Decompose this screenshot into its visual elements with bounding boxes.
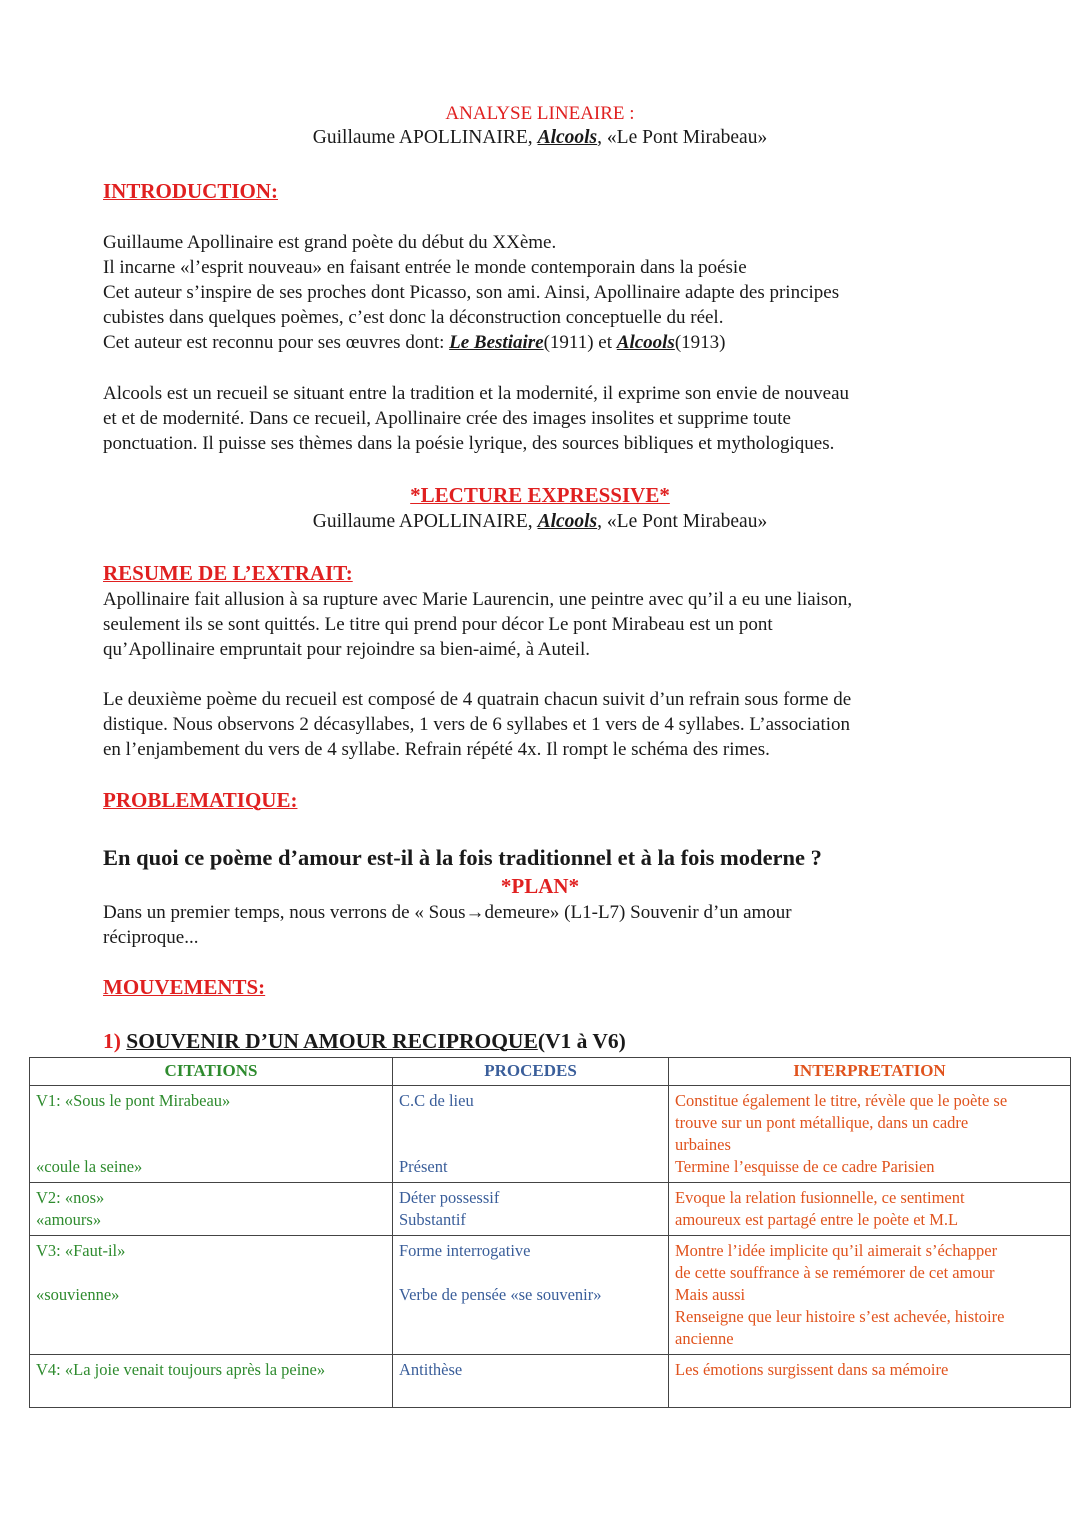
procede-cell-line: Substantif — [399, 1210, 466, 1229]
table-row — [30, 1236, 1071, 1355]
citation-cell-line — [36, 1306, 386, 1328]
interpretation-cell — [669, 1183, 1071, 1236]
section-title — [103, 1029, 626, 1054]
analysis-table — [29, 1057, 1071, 1408]
citation-cell-line — [36, 1328, 386, 1350]
citation-cell-line — [36, 1381, 386, 1403]
resume-paragraph — [103, 587, 973, 662]
resume-line: seulement ils se sont quittés. Le titre qui prend pour décor Le pont Mirabeau est un pont — [103, 614, 773, 635]
citation-cell-line: V3: «Faut-il» — [36, 1241, 126, 1260]
work-alcools: Alcools — [616, 332, 675, 353]
citation-cell-line — [36, 1112, 386, 1134]
table-row — [30, 1183, 1071, 1236]
interpretation-cell-line: Mais aussi — [675, 1285, 746, 1304]
section-number: 1) — [103, 1029, 127, 1053]
interpretation-cell-line: trouve sur un pont métallique, dans un cadre — [675, 1113, 969, 1132]
procede-cell-line: Déter possessif — [399, 1188, 500, 1207]
procede-cell-line — [399, 1328, 662, 1350]
interpretation-cell — [669, 1236, 1071, 1355]
citation-cell — [30, 1183, 393, 1236]
citation-cell-line: V1: «Sous le pont Mirabeau» — [36, 1091, 231, 1110]
intro-works-line — [103, 330, 973, 355]
intro-line: ponctuation. Il puisse ses thèmes dans la poésie lyrique, des sources bibliques et mythologiques. — [103, 433, 835, 454]
poem-text: , «Le Pont Mirabeau» — [597, 127, 768, 148]
author-text: Guillaume APOLLINAIRE, — [312, 127, 538, 148]
intro-line: Il incarne «l’esprit nouveau» en faisant entrée le monde contemporain dans la poésie — [103, 257, 747, 278]
resume-line: Apollinaire fait allusion à sa rupture avec Marie Laurencin, une peintre avec qu’il a eu une liaison, — [103, 589, 853, 610]
interpretation-cell-line — [675, 1381, 1064, 1403]
procede-cell-line: C.C de lieu — [399, 1091, 474, 1110]
interpretation-cell-line: Constitue également le titre, révèle que le poète se — [675, 1091, 1008, 1110]
interpretation-cell-line: Termine l’esquisse de ce cadre Parisien — [675, 1157, 935, 1176]
resume-line: qu’Apollinaire empruntait pour rejoindre sa bien-aimé, à Auteil. — [103, 639, 590, 660]
procede-cell — [393, 1086, 669, 1183]
citation-cell — [30, 1355, 393, 1408]
intro-line: Alcools est un recueil se situant entre la tradition et la modernité, il exprime son envie de nouveau — [103, 383, 850, 404]
work2-year: (1913) — [674, 332, 726, 353]
header-citations: CITATIONS — [30, 1058, 393, 1086]
poem-text: , «Le Pont Mirabeau» — [597, 511, 768, 532]
resume-paragraph-2 — [103, 687, 973, 762]
doc-title: ANALYSE LINEAIRE : — [445, 103, 635, 124]
procede-cell-line — [399, 1112, 662, 1134]
work1-year: (1911) et — [543, 332, 617, 353]
section-title-text: SOUVENIR D’UN AMOUR RECIPROQUE — [126, 1029, 538, 1053]
procede-cell-line — [399, 1381, 662, 1403]
intro-paragraph-2 — [103, 381, 973, 456]
intro-heading: INTRODUCTION: — [103, 179, 279, 203]
interpretation-cell-line: Evoque la relation fusionnelle, ce sentiment — [675, 1188, 965, 1207]
procede-cell-line — [399, 1134, 662, 1156]
citation-cell-line — [36, 1262, 386, 1284]
plan-line: réciproque... — [103, 927, 199, 948]
procede-cell-line — [399, 1306, 662, 1328]
problematique-heading: PROBLEMATIQUE: — [103, 788, 298, 812]
procede-cell — [393, 1355, 669, 1408]
table-header-row — [30, 1058, 1071, 1086]
procede-cell — [393, 1236, 669, 1355]
procede-cell-line: Verbe de pensée «se souvenir» — [399, 1285, 602, 1304]
interpretation-cell-line: de cette souffrance à se remémorer de cet amour — [675, 1263, 995, 1282]
resume-heading: RESUME DE L’EXTRAIT: — [103, 561, 353, 585]
author-text: Guillaume APOLLINAIRE, — [312, 511, 538, 532]
work-title: Alcools — [537, 511, 598, 532]
doc-subtitle — [0, 127, 1080, 149]
interpretation-cell-line: Renseigne que leur histoire s’est achevée, histoire — [675, 1307, 1005, 1326]
problematique-question: En quoi ce poème d’amour est-il à la fois traditionnel et à la fois moderne ? — [103, 845, 822, 870]
resume-line: distique. Nous observons 2 décasyllabes, 1 vers de 6 syllabes et 1 vers de 4 syllabes. L’association — [103, 714, 851, 735]
section-range: (V1 à V6) — [537, 1029, 626, 1053]
citation-cell-line: «souvienne» — [36, 1285, 120, 1304]
plan-heading: *PLAN* — [500, 874, 580, 898]
resume-line: en l’enjambement du vers de 4 syllabe. Refrain répété 4x. Il rompt le schéma des rimes. — [103, 739, 770, 760]
citation-cell-line: V2: «nos» — [36, 1188, 105, 1207]
citation-cell-line: «coule la seine» — [36, 1157, 143, 1176]
interpretation-cell-line: Les émotions surgissent dans sa mémoire — [675, 1360, 949, 1379]
procede-cell-line — [399, 1262, 662, 1284]
citation-cell — [30, 1086, 393, 1183]
work-bestiaire: Le Bestiaire — [449, 332, 544, 353]
intro-line: et et de modernité. Dans ce recueil, Apollinaire crée des images insolites et supprime toute — [103, 408, 791, 429]
works-prefix: Cet auteur est reconnu pour ses œuvres dont: — [103, 332, 450, 353]
lecture-heading: *LECTURE EXPRESSIVE* — [410, 483, 670, 507]
intro-line: cubistes dans quelques poèmes, c’est donc la déconstruction conceptuelle du réel. — [103, 307, 724, 328]
intro-line: Cet auteur s’inspire de ses proches dont Picasso, son ami. Ainsi, Apollinaire adapte des principes — [103, 282, 840, 303]
interpretation-cell-line: urbaines — [675, 1135, 731, 1154]
procede-cell-line: Présent — [399, 1157, 448, 1176]
interpretation-cell — [669, 1086, 1071, 1183]
citation-cell-line: V4: «La joie venait toujours après la peine» — [36, 1360, 326, 1379]
interpretation-cell-line: Montre l’idée implicite qu’il aimerait s’échapper — [675, 1241, 998, 1260]
table-row — [30, 1086, 1071, 1183]
procede-cell-line: Forme interrogative — [399, 1241, 531, 1260]
mouvements-heading: MOUVEMENTS: — [103, 975, 266, 999]
procede-cell — [393, 1183, 669, 1236]
interpretation-cell-line: ancienne — [675, 1329, 734, 1348]
table-row — [30, 1355, 1071, 1408]
procede-cell-line: Antithèse — [399, 1360, 463, 1379]
plan-paragraph — [103, 900, 973, 950]
lecture-subtitle — [0, 511, 1080, 533]
interpretation-cell — [669, 1355, 1071, 1408]
work-title: Alcools — [537, 127, 598, 148]
interpretation-cell-line: amoureux est partagé entre le poète et M.L — [675, 1210, 959, 1229]
header-interpretation: INTERPRETATION — [669, 1058, 1071, 1086]
header-procedes: PROCEDES — [393, 1058, 669, 1086]
plan-line: Dans un premier temps, nous verrons de « Sous→demeure» (L1-L7) Souvenir d’un amour — [103, 902, 792, 923]
intro-line: Guillaume Apollinaire est grand poète du début du XXème. — [103, 232, 557, 253]
intro-paragraph — [103, 230, 973, 355]
citation-cell-line — [36, 1134, 386, 1156]
citation-cell — [30, 1236, 393, 1355]
citation-cell-line: «amours» — [36, 1210, 102, 1229]
resume-line: Le deuxième poème du recueil est composé de 4 quatrain chacun suivit d’un refrain sous forme de — [103, 689, 852, 710]
